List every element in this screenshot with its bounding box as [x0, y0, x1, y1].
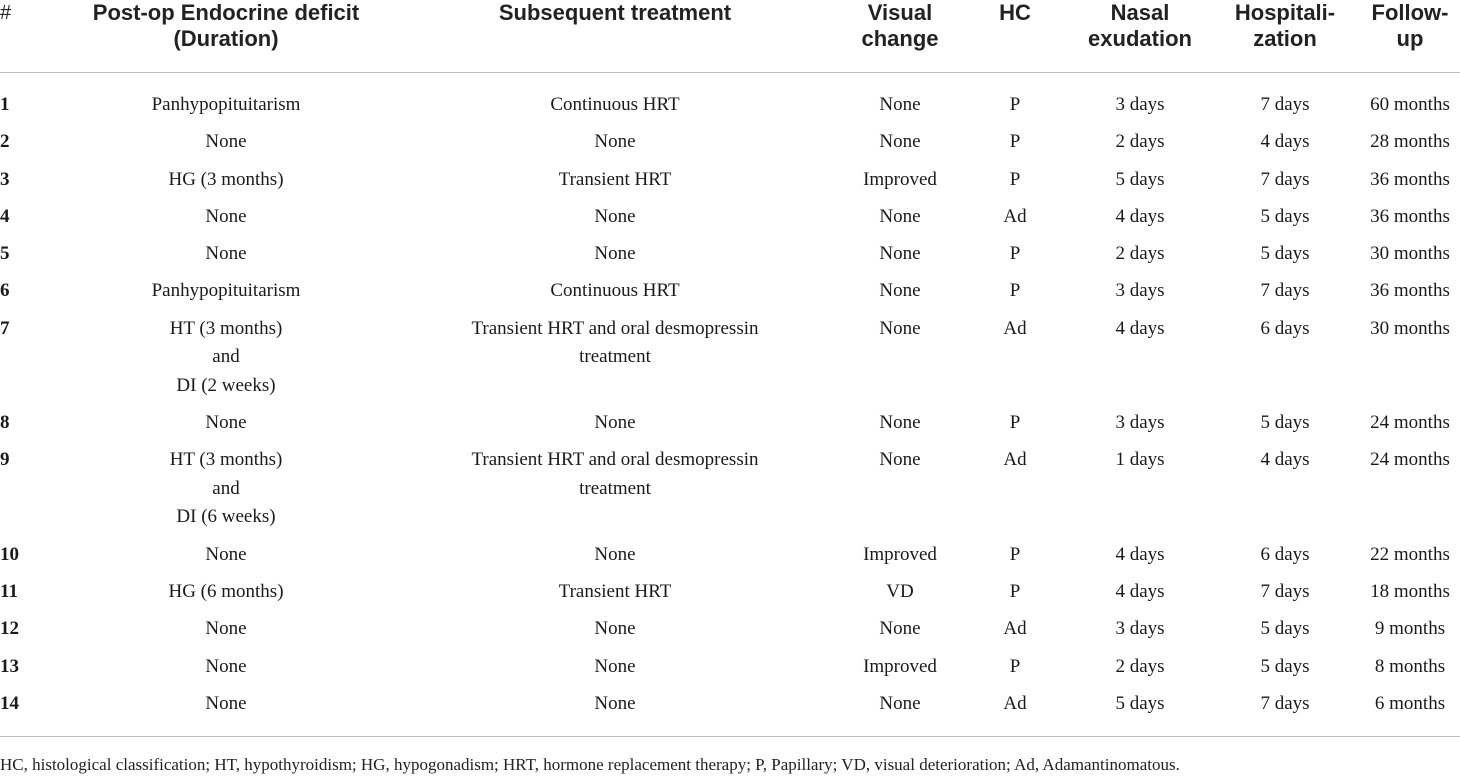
- cell-line: Continuous HRT: [550, 94, 680, 115]
- header-line: (Duration): [173, 26, 279, 51]
- header-line: Visual: [867, 0, 933, 25]
- header-line: Post-op Endocrine deficit: [92, 0, 360, 25]
- cell-follow-up: 36 months: [1370, 205, 1450, 227]
- cell-hc: P: [1009, 94, 1021, 115]
- cell-visual-change: None: [879, 205, 921, 227]
- cell-line: Transient HRT: [558, 580, 672, 602]
- header-visual-change: [840, 0, 960, 73]
- cell-number: 5: [0, 243, 10, 265]
- cell-nasal-exudation: 2 days: [1115, 131, 1165, 153]
- table-row: [0, 315, 1460, 409]
- cell-hc: P: [1009, 243, 1021, 265]
- cell-number: 8: [0, 412, 10, 434]
- table-row: [0, 615, 1460, 652]
- cell-line: None: [205, 243, 247, 265]
- cell-nasal-exudation: 5 days: [1115, 168, 1165, 190]
- header-line: HC: [999, 0, 1031, 25]
- cell-line: Transient HRT: [558, 168, 672, 190]
- cell-hospitalization: 5 days: [1260, 618, 1310, 640]
- cell-line: Transient HRT and oral desmopressin: [471, 317, 759, 339]
- table-row: [0, 409, 1460, 446]
- cell-line: None: [205, 655, 247, 677]
- table-row: [0, 240, 1460, 277]
- header-subsequent-treatment: [390, 0, 840, 73]
- cell-hc: P: [1009, 580, 1021, 602]
- cell-nasal-exudation: 1 days: [1115, 449, 1165, 471]
- cell-follow-up: 18 months: [1370, 580, 1450, 602]
- cell-follow-up: 60 months: [1370, 94, 1450, 115]
- cell-line: None: [205, 131, 247, 153]
- table-row: [0, 541, 1460, 578]
- cell-line: None: [594, 692, 636, 714]
- cell-hc: Ad: [1003, 692, 1027, 714]
- cell-subsequent-treatment: [390, 315, 840, 409]
- table-footnote: HC, histological classification; HT, hypothyroidism; HG, hypogonadism; HRT, hormone replacement therapy; P, Papillary; VD, visual deterioration; Ad, Adamantinomatous.: [0, 755, 1180, 774]
- cell-line: DI (2 weeks): [176, 374, 276, 396]
- cell-number: 6: [0, 280, 10, 302]
- header-line: Subsequent treatment: [498, 0, 732, 25]
- cell-number: 1: [0, 94, 10, 115]
- table-row: [0, 128, 1460, 165]
- cell-line: None: [594, 655, 636, 677]
- cell-hospitalization: 4 days: [1260, 131, 1310, 153]
- cell-visual-change: Improved: [863, 168, 937, 190]
- cell-line: None: [205, 412, 247, 434]
- cell-endocrine-deficit: [62, 240, 390, 277]
- cell-endocrine-deficit: [62, 409, 390, 446]
- header-hc: [960, 0, 1070, 73]
- cell-endocrine-deficit: [62, 446, 390, 540]
- cell-number: 10: [0, 543, 19, 565]
- cell-endocrine-deficit: [62, 653, 390, 690]
- cell-number: 3: [0, 168, 10, 190]
- table-body: [0, 73, 1460, 737]
- cell-visual-change: None: [879, 243, 921, 265]
- cell-hc: P: [1009, 543, 1021, 565]
- cell-endocrine-deficit: [62, 690, 390, 737]
- cell-follow-up: 24 months: [1370, 449, 1450, 471]
- cell-follow-up: 22 months: [1370, 543, 1450, 565]
- cell-subsequent-treatment: [390, 446, 840, 540]
- cell-endocrine-deficit: [62, 277, 390, 314]
- cell-line: Continuous HRT: [550, 280, 680, 302]
- cell-nasal-exudation: 4 days: [1115, 205, 1165, 227]
- header-hospitalization: [1210, 0, 1360, 73]
- cell-visual-change: None: [879, 692, 921, 714]
- cell-hc: P: [1009, 655, 1021, 677]
- cell-line: None: [205, 692, 247, 714]
- header-row: [0, 0, 1460, 73]
- cell-hospitalization: 7 days: [1260, 580, 1310, 602]
- cell-visual-change: Improved: [863, 655, 937, 677]
- cell-line: None: [594, 205, 636, 227]
- cell-follow-up: 9 months: [1374, 618, 1446, 640]
- cell-endocrine-deficit: [62, 203, 390, 240]
- cell-hospitalization: 7 days: [1260, 168, 1310, 190]
- cell-line: Panhypopituitarism: [151, 94, 301, 115]
- cell-number: 2: [0, 131, 10, 153]
- cell-line: None: [205, 618, 247, 640]
- cell-visual-change: None: [879, 412, 921, 434]
- cell-subsequent-treatment: [390, 73, 840, 129]
- cell-follow-up: 28 months: [1370, 131, 1450, 153]
- table-row: [0, 277, 1460, 314]
- cell-follow-up: 8 months: [1374, 655, 1446, 677]
- cell-endocrine-deficit: [62, 315, 390, 409]
- cell-hc: Ad: [1003, 618, 1027, 640]
- cell-endocrine-deficit: [62, 615, 390, 652]
- cell-nasal-exudation: 2 days: [1115, 655, 1165, 677]
- cell-hospitalization: 6 days: [1260, 317, 1310, 339]
- table-row: [0, 203, 1460, 240]
- cell-line: HG (6 months): [168, 580, 284, 602]
- cell-line: HG (3 months): [168, 168, 284, 190]
- cell-visual-change: None: [879, 618, 921, 640]
- header-line: zation: [1253, 26, 1317, 51]
- cell-visual-change: Improved: [863, 543, 937, 565]
- cell-line: DI (6 weeks): [176, 506, 276, 528]
- cell-line: HT (3 months): [169, 449, 283, 471]
- table-row: [0, 578, 1460, 615]
- cell-nasal-exudation: 4 days: [1115, 543, 1165, 565]
- cell-subsequent-treatment: [390, 128, 840, 165]
- cell-visual-change: VD: [886, 580, 914, 602]
- cell-number: 12: [0, 618, 19, 640]
- table-header: [0, 0, 1460, 73]
- cell-line: and: [212, 346, 240, 368]
- cell-nasal-exudation: 3 days: [1115, 412, 1165, 434]
- cell-hospitalization: 7 days: [1260, 280, 1310, 302]
- cell-hc: Ad: [1003, 205, 1027, 227]
- cell-hospitalization: 5 days: [1260, 243, 1310, 265]
- cell-number: 13: [0, 655, 19, 677]
- cell-line: None: [594, 412, 636, 434]
- cell-hospitalization: 4 days: [1260, 449, 1310, 471]
- cell-follow-up: 30 months: [1370, 317, 1450, 339]
- header-line: #: [0, 2, 12, 24]
- cell-line: and: [212, 477, 240, 499]
- table-row: [0, 73, 1460, 129]
- header-line: Nasal: [1110, 0, 1170, 25]
- cell-follow-up: 6 months: [1374, 692, 1446, 714]
- header-endocrine-deficit: [62, 0, 390, 73]
- cell-number: 9: [0, 449, 10, 471]
- cell-line: None: [594, 618, 636, 640]
- cell-visual-change: None: [879, 449, 921, 471]
- cell-line: None: [205, 543, 247, 565]
- cell-subsequent-treatment: [390, 615, 840, 652]
- header-line: Follow-: [1371, 0, 1449, 25]
- cell-hc: Ad: [1003, 317, 1027, 339]
- table-row: [0, 690, 1460, 737]
- cell-endocrine-deficit: [62, 578, 390, 615]
- cell-visual-change: None: [879, 317, 921, 339]
- header-line: change: [861, 26, 939, 51]
- cell-hc: P: [1009, 280, 1021, 302]
- cell-hospitalization: 5 days: [1260, 655, 1310, 677]
- cell-nasal-exudation: 4 days: [1115, 317, 1165, 339]
- cell-hospitalization: 7 days: [1260, 94, 1310, 115]
- cell-follow-up: 30 months: [1370, 243, 1450, 265]
- cell-line: None: [205, 205, 247, 227]
- cell-subsequent-treatment: [390, 240, 840, 277]
- cell-nasal-exudation: 5 days: [1115, 692, 1165, 714]
- cell-subsequent-treatment: [390, 277, 840, 314]
- cell-visual-change: None: [879, 280, 921, 302]
- cell-subsequent-treatment: [390, 203, 840, 240]
- cell-line: Transient HRT and oral desmopressin: [471, 449, 759, 471]
- cell-line: None: [594, 543, 636, 565]
- cell-endocrine-deficit: [62, 128, 390, 165]
- cell-hospitalization: 7 days: [1260, 692, 1310, 714]
- cell-nasal-exudation: 3 days: [1115, 618, 1165, 640]
- cell-hc: P: [1009, 131, 1021, 153]
- cell-hc: P: [1009, 168, 1021, 190]
- table-row: [0, 653, 1460, 690]
- cell-subsequent-treatment: [390, 541, 840, 578]
- cell-hc: Ad: [1003, 449, 1027, 471]
- cell-subsequent-treatment: [390, 166, 840, 203]
- cell-nasal-exudation: 3 days: [1115, 280, 1165, 302]
- cell-number: 4: [0, 205, 10, 227]
- cell-nasal-exudation: 2 days: [1115, 243, 1165, 265]
- cell-line: None: [594, 131, 636, 153]
- header-number: [0, 0, 62, 73]
- cell-number: 7: [0, 317, 10, 339]
- cell-visual-change: None: [879, 131, 921, 153]
- cell-follow-up: 36 months: [1370, 168, 1450, 190]
- cell-follow-up: 24 months: [1370, 412, 1450, 434]
- cell-nasal-exudation: 3 days: [1115, 94, 1165, 115]
- cell-visual-change: None: [879, 94, 921, 115]
- header-line: exudation: [1088, 26, 1192, 51]
- cell-subsequent-treatment: [390, 578, 840, 615]
- header-line: Hospitali-: [1234, 0, 1336, 25]
- cell-line: None: [594, 243, 636, 265]
- cell-line: treatment: [579, 346, 651, 368]
- header-nasal-exudation: [1070, 0, 1210, 73]
- cell-line: treatment: [579, 477, 651, 499]
- cell-hospitalization: 6 days: [1260, 543, 1310, 565]
- cell-hospitalization: 5 days: [1260, 412, 1310, 434]
- cell-endocrine-deficit: [62, 166, 390, 203]
- cell-line: Panhypopituitarism: [151, 280, 301, 302]
- header-follow-up: [1360, 0, 1460, 73]
- table-row: [0, 166, 1460, 203]
- cell-endocrine-deficit: [62, 541, 390, 578]
- cell-hospitalization: 5 days: [1260, 205, 1310, 227]
- cell-follow-up: 36 months: [1370, 280, 1450, 302]
- cell-subsequent-treatment: [390, 653, 840, 690]
- cell-subsequent-treatment: [390, 409, 840, 446]
- cell-endocrine-deficit: [62, 73, 390, 129]
- cell-hc: P: [1009, 412, 1021, 434]
- cell-subsequent-treatment: [390, 690, 840, 737]
- cell-nasal-exudation: 4 days: [1115, 580, 1165, 602]
- header-line: up: [1396, 26, 1424, 51]
- cell-number: 14: [0, 692, 19, 714]
- cell-line: HT (3 months): [169, 317, 283, 339]
- cell-number: 11: [0, 580, 18, 602]
- table-row: [0, 446, 1460, 540]
